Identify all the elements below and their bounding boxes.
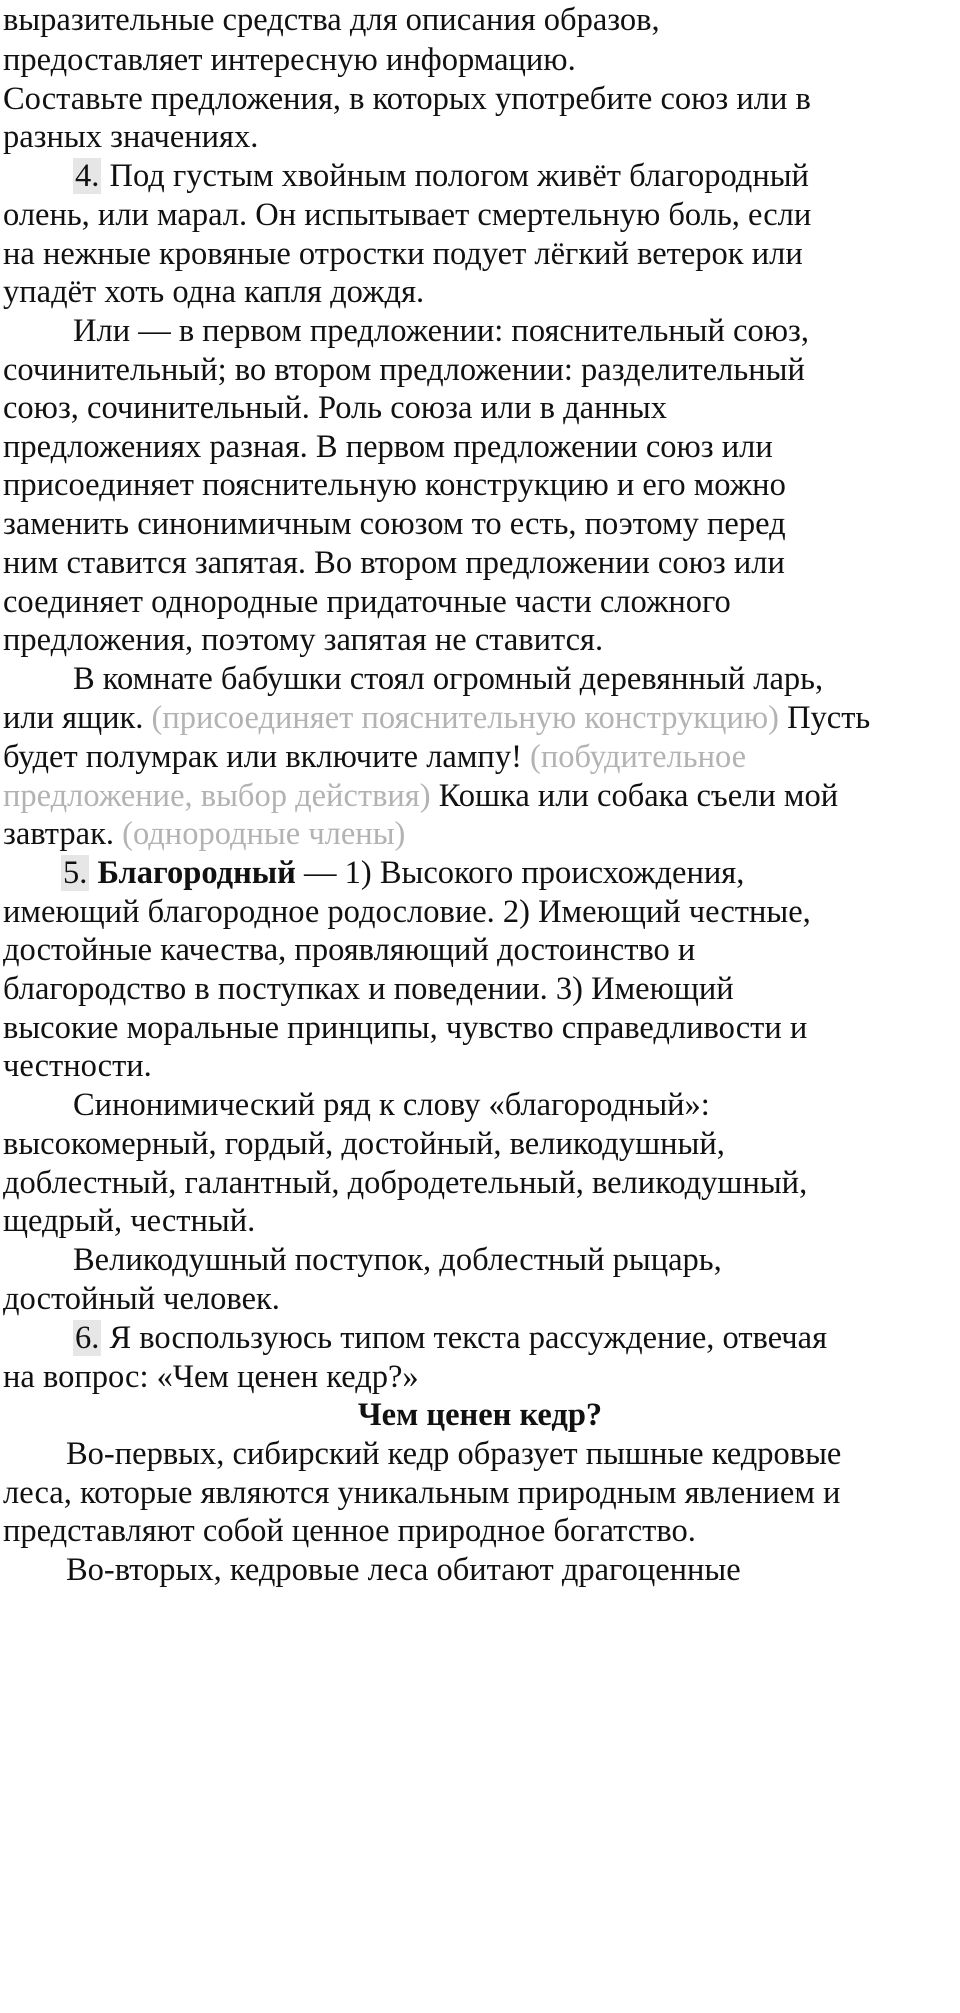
- line-text: олень, или марал. Он испытывает смертельную боль, если: [3, 197, 812, 233]
- line-text: щедрый, честный.: [3, 1203, 256, 1239]
- line-text: предложения, поэтому запятая не ставится.: [3, 622, 604, 658]
- text-line: [3, 776, 838, 816]
- line-text: будет полумрак или включите лампу!: [3, 739, 531, 775]
- text-line: [3, 427, 773, 467]
- line-text: В комнате бабушки стоял огромный деревянный ларь,: [73, 661, 824, 697]
- line-text: Великодушный поступок, доблестный рыцарь,: [73, 1242, 722, 1278]
- text-line: [3, 272, 424, 312]
- line-text: предложениях разная. В первом предложении союз или: [3, 429, 773, 465]
- text-line: [73, 1085, 710, 1125]
- line-text: высокие моральные принципы, чувство справедливости и: [3, 1010, 808, 1046]
- text-line: [73, 659, 823, 699]
- line-text: леса, которые являются уникальным природным явлением и: [3, 1475, 841, 1511]
- line-text: союз, сочинительный. Роль союза или в данных: [3, 390, 667, 426]
- line-text: Я воспользуюсь типом текста рассуждение, отвечая: [101, 1320, 828, 1356]
- line-text: достойные качества, проявляющий достоинство и: [3, 932, 696, 968]
- text-line: [3, 737, 746, 777]
- text-line: [73, 311, 809, 351]
- text-line: [3, 79, 811, 119]
- line-text: Составьте предложения, в которых употребите союз или в: [3, 81, 811, 117]
- line-text: достойный человек.: [3, 1281, 280, 1317]
- text-line: [3, 0, 660, 40]
- line-text: завтрак.: [3, 816, 123, 852]
- line-text: представляют собой ценное природное богатство.: [3, 1513, 696, 1549]
- text-line: [3, 930, 695, 970]
- line-text: заменить синонимичным союзом то есть, поэтому перед: [3, 506, 786, 542]
- task-number: 6.: [75, 1320, 100, 1356]
- text-line: [3, 1511, 696, 1551]
- text-line: [3, 1124, 725, 1164]
- line-text: выразительные средства для описания образов,: [3, 2, 660, 38]
- line-text: Во-вторых, кедровые леса обитают драгоценные: [66, 1552, 741, 1588]
- task-number: 4.: [75, 158, 100, 194]
- line-text: доблестный, галантный, добродетельный, великодушный,: [3, 1165, 808, 1201]
- text-line: [3, 892, 811, 932]
- line-text: высокомерный, гордый, достойный, великодушный,: [3, 1126, 725, 1162]
- text-line: [3, 698, 870, 738]
- heading-text: Чем ценен кедр?: [357, 1397, 603, 1433]
- text-line: [3, 1473, 840, 1513]
- line-text-after-note: Пусть: [778, 700, 871, 736]
- text-line: [3, 117, 258, 157]
- task-number: 5.: [63, 855, 88, 891]
- text-line: [3, 1201, 255, 1241]
- line-text: сочинительный; во втором предложении: разделительный: [3, 352, 805, 388]
- text-line: [73, 1240, 722, 1280]
- line-text: на нежные кровяные отростки подует лёгкий ветерок или: [3, 236, 803, 272]
- text-line: [3, 40, 576, 80]
- line-text: упадёт хоть одна капля дождя.: [3, 274, 425, 310]
- text-line: [3, 504, 786, 544]
- line-text: — 1) Высокого происхождения,: [295, 855, 745, 891]
- line-text: ним ставится запятая. Во втором предложении союз или: [3, 545, 785, 581]
- text-line: [73, 1318, 827, 1358]
- line-text: предоставляет интересную информацию.: [3, 42, 576, 78]
- text-line: [3, 1279, 280, 1319]
- text-line: [3, 620, 603, 660]
- line-text: честности.: [3, 1048, 152, 1084]
- section-heading: [0, 1395, 960, 1435]
- line-text: Синонимический ряд к слову «благородный»:: [73, 1087, 710, 1123]
- text-line: [66, 1550, 741, 1590]
- line-text: на вопрос: «Чем ценен кедр?»: [3, 1359, 419, 1395]
- text-line: [3, 350, 805, 390]
- text-line: [3, 1046, 152, 1086]
- line-text: Под густым хвойным пологом живёт благородный: [101, 158, 809, 194]
- text-line: [3, 1008, 807, 1048]
- line-text: присоединяет пояснительную конструкцию и его можно: [3, 467, 786, 503]
- term-bold: Благородный: [89, 855, 296, 891]
- text-line: [3, 814, 405, 854]
- text-line: [3, 1357, 419, 1397]
- line-text: соединяет однородные придаточные части сложного: [3, 584, 731, 620]
- line-text-after-note: Кошка или собака съели мой: [430, 778, 839, 814]
- text-line: [3, 582, 731, 622]
- text-line: [3, 195, 811, 235]
- text-line: [3, 388, 667, 428]
- line-text: или ящик.: [3, 700, 152, 736]
- line-text: благородство в поступках и поведении. 3) Имеющий: [3, 971, 734, 1007]
- grey-annotation: предложение, выбор действия): [3, 778, 431, 814]
- text-line: [61, 853, 744, 893]
- grey-annotation: (присоединяет пояснительную конструкцию): [151, 700, 779, 736]
- grey-annotation: (побудительное: [530, 739, 747, 775]
- line-text: разных значениях.: [3, 119, 259, 155]
- text-line: [73, 156, 809, 196]
- text-line: [3, 543, 785, 583]
- text-line: [3, 969, 734, 1009]
- text-line: [66, 1434, 841, 1474]
- line-text: Или — в первом предложении: пояснительный союз,: [73, 313, 809, 349]
- line-text: Во-первых, сибирский кедр образует пышные кедровые: [66, 1436, 842, 1472]
- line-text: имеющий благородное родословие. 2) Имеющий честные,: [3, 894, 811, 930]
- grey-annotation: (однородные члены): [122, 816, 406, 852]
- text-line: [3, 234, 803, 274]
- text-line: [3, 1163, 807, 1203]
- text-line: [3, 465, 786, 505]
